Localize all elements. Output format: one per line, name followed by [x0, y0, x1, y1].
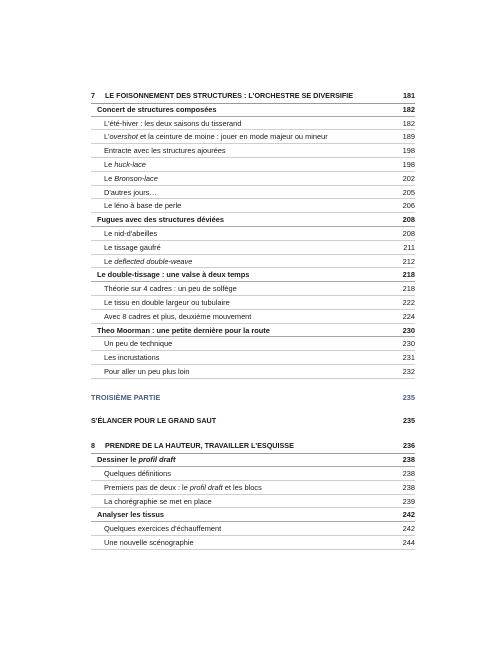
- page-number: 236: [403, 441, 415, 451]
- table-of-contents: [91, 89, 415, 550]
- page-number: 222: [402, 297, 415, 307]
- toc-entry[interactable]: [91, 227, 415, 241]
- toc-entry[interactable]: [91, 255, 415, 269]
- page-number: 212: [402, 256, 415, 266]
- page-number: 198: [402, 159, 415, 169]
- page-number: 242: [402, 510, 415, 520]
- toc-entry[interactable]: [91, 296, 415, 310]
- toc-entry[interactable]: [91, 522, 415, 536]
- entry-title: Un peu de technique: [104, 339, 173, 349]
- toc-part-heading[interactable]: [91, 391, 415, 405]
- part-title: S'ÉLANCER POUR LE GRAND SAUT: [91, 415, 217, 425]
- page-number: 208: [402, 215, 415, 225]
- toc-entry[interactable]: [91, 310, 415, 324]
- page-number: 238: [402, 455, 415, 465]
- page-number: 238: [402, 468, 415, 478]
- toc-entry[interactable]: [91, 282, 415, 296]
- page-number: 208: [402, 228, 415, 238]
- page-number: 242: [402, 524, 415, 534]
- entry-title: La chorégraphie se met en place: [104, 496, 212, 506]
- toc-entry[interactable]: [91, 481, 415, 495]
- entry-title: Quelques exercices d'échauffement: [104, 524, 222, 534]
- chapter-number: 8: [91, 441, 95, 451]
- toc-entry[interactable]: [91, 365, 415, 379]
- page-number: 218: [402, 270, 415, 280]
- entry-title: D'autres jours…: [104, 187, 157, 197]
- toc-entry[interactable]: [91, 172, 415, 186]
- toc-chapter-8[interactable]: [91, 439, 415, 453]
- entry-title: Entracte avec les structures ajourées: [104, 146, 226, 156]
- page-number: 235: [402, 392, 415, 402]
- page-number: 230: [402, 339, 415, 349]
- page-number: 211: [403, 242, 415, 252]
- toc-section[interactable]: [91, 213, 415, 227]
- section-title: Theo Moorman : une petite dernière pour la route: [97, 325, 270, 335]
- section-title: Le double-tissage : une valse à deux temps: [97, 270, 250, 280]
- page-number: 218: [402, 284, 415, 294]
- entry-title: Avec 8 cadres et plus, deuxième mouvement: [104, 311, 252, 321]
- page-number: 202: [402, 173, 415, 183]
- entry-title: Une nouvelle scénographie: [104, 537, 194, 547]
- entry-title: Le Bronson-lace: [104, 173, 158, 183]
- entry-title: Premiers pas de deux : le profil draft et les blocs: [104, 482, 262, 492]
- page-number: 182: [402, 104, 415, 114]
- toc-entry[interactable]: [91, 186, 415, 200]
- page-number: 181: [403, 91, 415, 100]
- page-number: 244: [402, 537, 415, 547]
- entry-title: L'overshot et la ceinture de moine : jouer en mode majeur ou mineur: [104, 132, 328, 142]
- entry-title: Pour aller un peu plus loin: [104, 366, 190, 376]
- toc-section[interactable]: [91, 324, 415, 338]
- section-title: Analyser les tissus: [97, 510, 164, 520]
- toc-part-title[interactable]: [91, 414, 415, 428]
- section-title: Fugues avec des structures déviées: [97, 215, 224, 225]
- entry-title: L'été-hiver : les deux saisons du tisserand: [104, 118, 242, 128]
- page-number: 198: [402, 146, 415, 156]
- toc-entry[interactable]: [91, 117, 415, 131]
- toc-section[interactable]: [91, 508, 415, 522]
- toc-entry[interactable]: [91, 467, 415, 481]
- page-number: 205: [402, 187, 415, 197]
- page-number: 230: [402, 325, 415, 335]
- entry-title: Le deflected double-weave: [104, 256, 193, 266]
- entry-title: Théorie sur 4 cadres : un peu de solfège: [104, 284, 237, 294]
- page-number: 189: [402, 132, 415, 142]
- entry-title: Le tissu en double largeur ou tubulaire: [104, 297, 230, 307]
- toc-entry[interactable]: [91, 351, 415, 365]
- section-title: Dessiner le profil draft: [97, 455, 176, 465]
- toc-entry[interactable]: [91, 337, 415, 351]
- entry-title: Le huck-lace: [104, 159, 146, 169]
- toc-chapter-7[interactable]: [91, 89, 415, 103]
- entry-title: Quelques définitions: [104, 468, 171, 478]
- page-number: 238: [402, 482, 415, 492]
- part-label: TROISIÈME PARTIE: [91, 392, 161, 402]
- entry-title: Les incrustations: [104, 353, 160, 363]
- toc-entry[interactable]: [91, 536, 415, 550]
- toc-entry[interactable]: [91, 144, 415, 158]
- toc-entry[interactable]: [91, 199, 415, 213]
- toc-section[interactable]: [91, 103, 415, 117]
- toc-section[interactable]: [91, 268, 415, 282]
- chapter-number: 7: [91, 91, 95, 100]
- toc-entry[interactable]: [91, 241, 415, 255]
- page-number: 231: [402, 353, 415, 363]
- page-number: 235: [403, 415, 415, 425]
- chapter-title: LE FOISONNEMENT DES STRUCTURES : L'ORCHESTRE SE DIVERSIFIE: [105, 91, 354, 100]
- entry-title: Le tissage gaufré: [104, 242, 161, 252]
- section-title: Concert de structures composées: [97, 104, 217, 114]
- entry-title: Le léno à base de perle: [104, 201, 182, 211]
- toc-entry[interactable]: [91, 130, 415, 144]
- entry-title: Le nid-d'abeilles: [104, 228, 158, 238]
- page-number: 182: [402, 118, 415, 128]
- page-number: 232: [402, 366, 415, 376]
- page-number: 224: [402, 311, 415, 321]
- page-number: 206: [402, 201, 415, 211]
- toc-entry[interactable]: [91, 495, 415, 509]
- toc-entry[interactable]: [91, 158, 415, 172]
- chapter-title: PRENDRE DE LA HAUTEUR, TRAVAILLER L'ESQUISSE: [105, 441, 294, 451]
- page-number: 239: [402, 496, 415, 506]
- toc-section[interactable]: [91, 453, 415, 467]
